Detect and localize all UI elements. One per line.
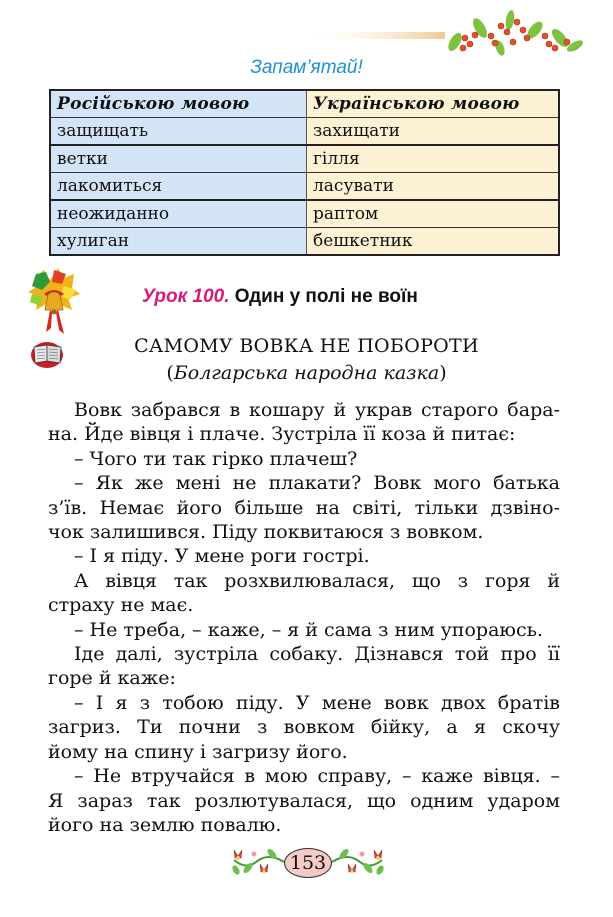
- ukrainian-word: захищати: [307, 118, 560, 146]
- table-row: [50, 118, 559, 146]
- story-line: йому на спину і загризу його.: [48, 740, 348, 763]
- story-line: – Як же мені не плакати? Вовк мого батька: [74, 472, 560, 495]
- russian-word: неожиданно: [50, 200, 307, 228]
- lesson-title: Один у полі не воїн: [234, 286, 418, 307]
- story-genre: Болгарська народна казка: [173, 362, 440, 384]
- russian-word: хулиган: [50, 228, 307, 256]
- table-row: [50, 145, 559, 173]
- story-line: з’їв. Немає його більше на світі, тільки дзвіно-: [48, 496, 560, 519]
- story-title: САМОМУ ВОВКА НЕ ПОБОРОТИ: [134, 335, 479, 357]
- table-header-row: [50, 90, 559, 118]
- story-line: Вовк забрався в кошару й украв старого бара-: [74, 399, 560, 421]
- story-line: його на землю повалю.: [48, 813, 282, 836]
- russian-word: ветки: [50, 145, 307, 173]
- russian-word: лакомиться: [50, 173, 307, 201]
- paren-open: (: [166, 362, 174, 384]
- story-line: горе й каже:: [48, 667, 176, 690]
- story-line: – Не втручайся в мою справу, – каже вівця. –: [74, 765, 560, 788]
- paren-close: ): [439, 362, 447, 384]
- story-line: – Не треба, – каже, – я й сама з ним упораюсь.: [74, 618, 543, 641]
- story-line: Іде далі, зустріла собаку. Дізнався той про її: [74, 643, 560, 666]
- ukrainian-word: гілля: [307, 145, 560, 173]
- header-ukrainian: Українською мовою: [307, 90, 560, 118]
- lesson-heading: [142, 286, 418, 308]
- rowan-branch-ornament: [305, 8, 585, 58]
- story-line: загриз. Ти почни з вовком бійку, а я скочу: [48, 716, 560, 739]
- page-number: 153: [284, 848, 332, 878]
- table-row: [50, 228, 559, 256]
- school-bell-leaves-icon: [28, 268, 80, 336]
- story-line: чок залишився. Піду поквитаюся з вовком.: [48, 521, 484, 544]
- story-line: А вівця так розхвилювалася, що з горя й: [74, 569, 560, 592]
- russian-word: защищать: [50, 118, 307, 146]
- story-line: – Чого ти так гірко плачеш?: [74, 447, 358, 470]
- ukrainian-word: ласувати: [307, 173, 560, 201]
- ukrainian-word: бешкетник: [307, 228, 560, 256]
- story-body: [48, 398, 560, 837]
- story-line: страху не має.: [48, 594, 194, 617]
- table-row: [50, 200, 559, 228]
- story-line: Я зараз так розлютувалася, що одним ударом: [48, 789, 560, 812]
- vocabulary-table: [49, 89, 560, 256]
- lesson-number: Урок 100.: [142, 286, 230, 307]
- ukrainian-word: раптом: [307, 200, 560, 228]
- story-line: – І я з тобою піду. У мене вовк двох братів: [74, 691, 560, 714]
- remember-heading: Запам’ятай!: [250, 57, 363, 78]
- story-line: на. Йде вівця і плаче. Зустріла її коза й питає:: [48, 423, 516, 446]
- table-row: [50, 173, 559, 201]
- story-line: – І я піду. У мене роги гострі.: [74, 545, 370, 568]
- story-subtitle: [0, 362, 613, 384]
- header-russian: Російською мовою: [50, 90, 307, 118]
